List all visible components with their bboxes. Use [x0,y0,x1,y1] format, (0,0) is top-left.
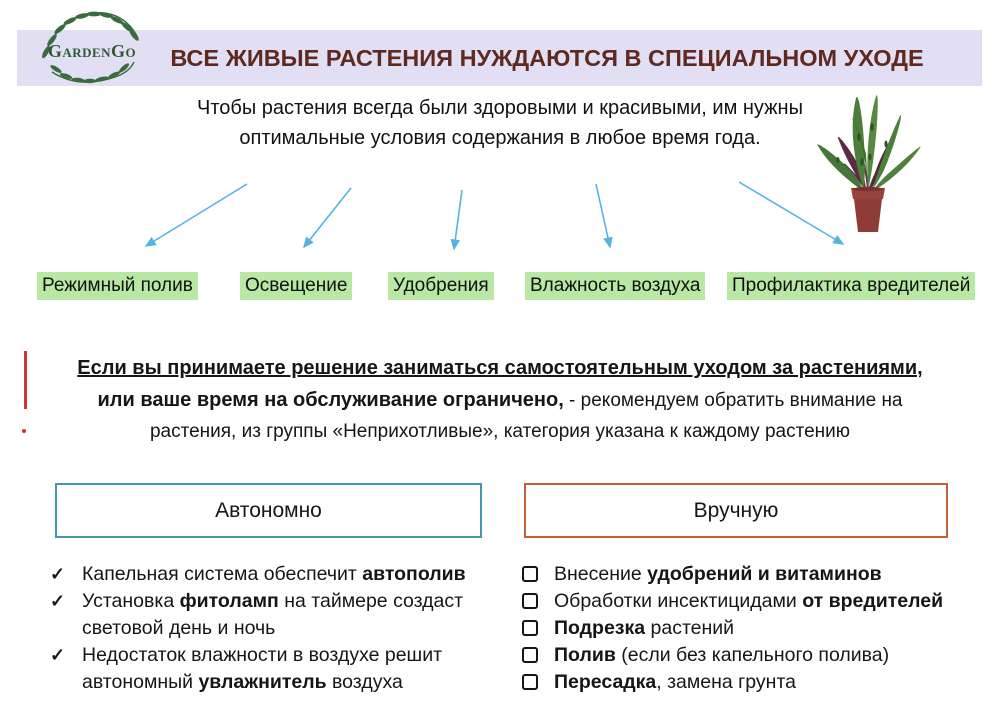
arrow-pests [739,182,843,244]
note-line-1: Если вы принимаете решение заниматься самостоятельным уходом за растениями, [77,357,923,379]
list-item-text: Капельная система обеспечит автополив [82,563,466,585]
list-item-text: Подрезка растений [554,617,735,639]
gardengo-logo [28,6,156,94]
list-item-text: Полив (если без капельного полива) [554,644,890,666]
checkbox-icon [518,588,554,609]
manual-box-title: Вручную [693,498,779,522]
care-label-fertilizer: Удобрения [388,272,494,300]
list-item-text: Недостаток влажности в воздухе решит автономный увлажнитель воздуха [82,644,443,693]
recommendation-note [40,352,960,447]
note-line-2-regular: - рекомендуем обратить внимание на [563,390,903,411]
checkbox-icon [518,561,554,582]
manual-box [524,483,948,538]
note-line-2 [40,384,960,417]
red-accent-dot [22,429,26,433]
list-item-text: Установка фитоламп на таймере создаст световой день и ночь [82,590,464,639]
autonomous-box-title: Автономно [215,498,322,522]
arrow-humidity [596,184,610,247]
list-item [518,561,983,588]
checkbox-icon [518,642,554,663]
list-item [518,615,983,642]
red-accent-bar [24,351,27,409]
list-item [46,642,491,696]
care-label-humidity: Влажность воздуха [525,272,705,300]
header-banner [17,30,982,86]
arrow-fertilizer [454,190,462,249]
intro-line-1: Чтобы растения всегда были здоровыми и красивыми, им нужны [197,97,803,119]
intro-line-2: оптимальные условия содержания в любое время года. [239,127,761,149]
check-icon: ✓ [50,591,66,611]
intro-text [150,93,850,153]
note-line-3: растения, из группы «Неприхотливые», категория указана к каждому растению [149,421,851,442]
checkbox-icon [518,615,554,636]
autonomous-box [55,483,482,538]
care-label-pests: Профилактика вредителей [727,272,975,300]
list-item [518,588,983,615]
note-line-2-bold: или ваше время на обслуживание ограничено, [97,389,564,411]
autonomous-list [46,561,491,696]
list-item-text: Внесение удобрений и витаминов [554,563,882,585]
manual-list [518,561,983,696]
list-item-text: Обработки инсектицидами от вредителей [554,590,944,612]
list-item [518,642,983,669]
page-title: ВСЕ ЖИВЫЕ РАСТЕНИЯ НУЖДАЮТСЯ В СПЕЦИАЛЬНОМ УХОДЕ [170,45,924,71]
list-item-text: Пересадка, замена грунта [554,671,796,693]
list-item [518,669,983,696]
check-icon: ✓ [50,564,66,584]
arrow-lighting [304,188,351,247]
checkbox-icon [518,669,554,690]
arrow-watering [146,184,247,246]
list-item [46,561,491,588]
list-item [46,588,491,642]
pointer-arrows [0,168,1000,263]
care-label-lighting: Освещение [240,272,352,300]
logo-wordmark: GardenGo [47,41,137,61]
care-label-watering: Режимный полив [37,272,198,300]
check-icon: ✓ [50,645,66,665]
